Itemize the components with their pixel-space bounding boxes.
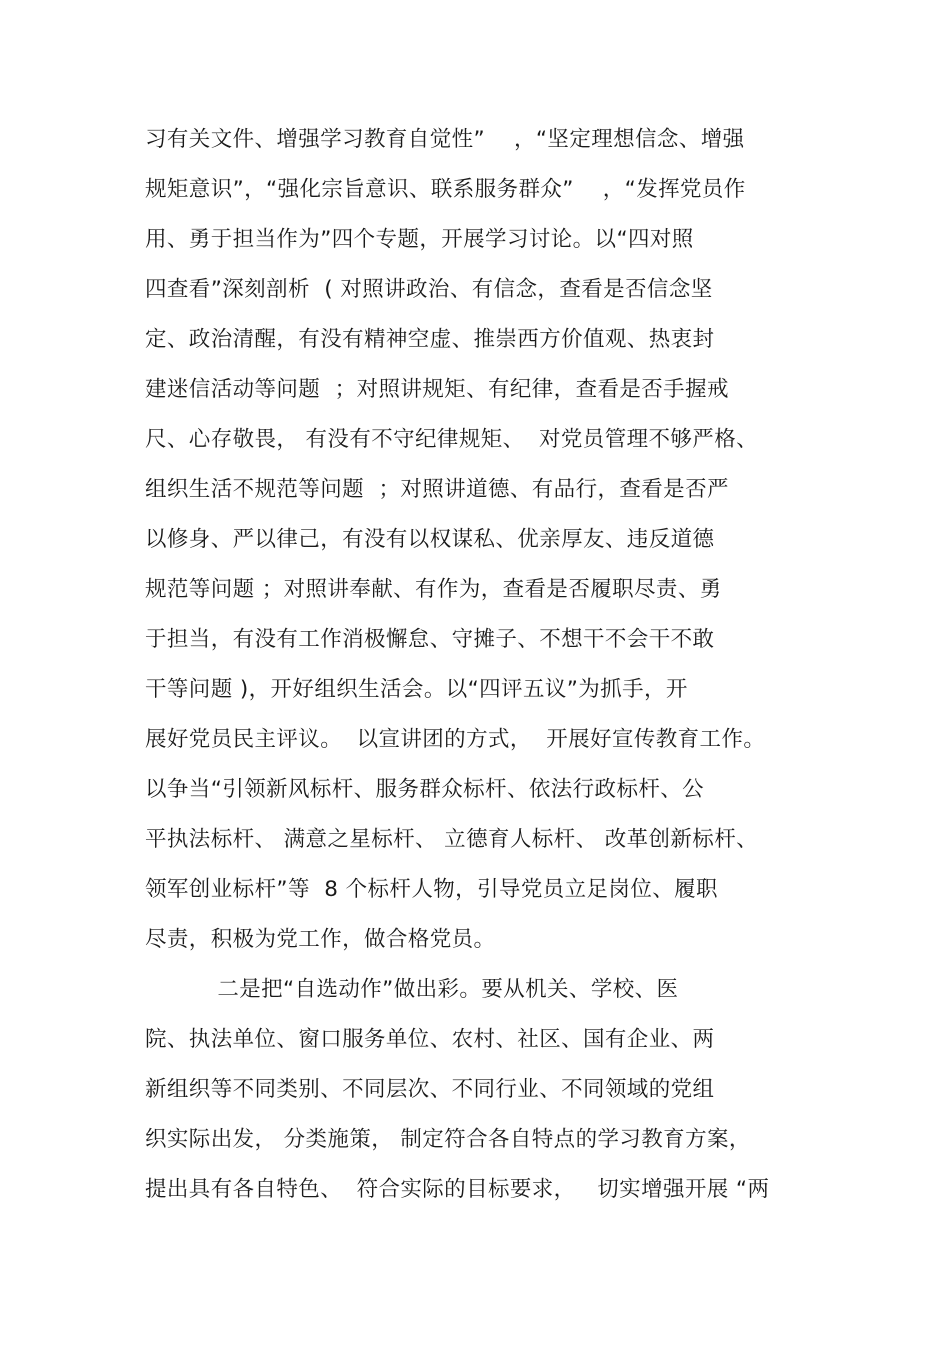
text-line: 于担当，有没有工作消极懈怠、守摊子、不想干不会干不敢 — [145, 627, 715, 652]
text-line: 规范等问题 ；对照讲奉献、有作为，查看是否履职尽责、勇 — [145, 577, 722, 602]
text-line: 平执法标杆、 满意之星标杆、 立德育人标杆、 改革创新标杆、 — [145, 827, 759, 852]
text-line: 尺、心存敬畏， 有没有不守纪律规矩、 对党员管理不够严格、 — [145, 427, 759, 452]
text-line: 以争当“引领新风标杆、服务群众标杆、依法行政标杆、公 — [145, 777, 705, 802]
text-line: 四查看”深刻剖析 ( 对照讲政治、有信念，查看是否信念坚 — [145, 277, 713, 302]
text-line: 定、政治清醒，有没有精神空虚、推崇西方价值观、热衷封 — [145, 327, 715, 352]
text-line: 规矩意识”，“强化宗旨意识、联系服务群众” ，“发挥党员作 — [145, 177, 746, 202]
text-line: 院、执法单位、窗口服务单位、农村、社区、国有企业、两 — [145, 1027, 715, 1052]
text-line: 以修身、严以律己，有没有以权谋私、优亲厚友、违反道德 — [145, 527, 715, 552]
text-line: 二是把“自选动作”做出彩。要从机关、学校、医 — [145, 977, 679, 1002]
text-line: 用、勇于担当作为”四个专题，开展学习讨论。以“四对照 — [145, 227, 694, 252]
text-line: 领军创业标杆”等 8 个标杆人物，引导党员立足岗位、履职 — [145, 877, 718, 902]
body-text — [145, 118, 825, 1218]
text-line: 尽责，积极为党工作，做合格党员。 — [145, 927, 496, 952]
text-line: 建迷信活动等问题 ；对照讲规矩、有纪律，查看是否手握戒 — [145, 377, 729, 402]
text-line: 展好党员民主评议。 以宣讲团的方式， 开展好宣传教育工作。 — [145, 727, 766, 752]
text-line: 习有关文件、增强学习教育自觉性” ，“坚定理想信念、增强 — [145, 127, 745, 152]
text-line: 新组织等不同类别、不同层次、不同行业、不同领域的党组 — [145, 1077, 715, 1102]
text-line: 组织生活不规范等问题 ；对照讲道德、有品行，查看是否严 — [145, 477, 729, 502]
text-line: 织实际出发， 分类施策， 制定符合各自特点的学习教育方案， — [145, 1127, 751, 1152]
text-line: 干等问题 )，开好组织生活会。以“四评五议”为抓手，开 — [145, 677, 688, 702]
text-line: 提出具有各自特色、 符合实际的目标要求， 切实增强开展 “两 — [145, 1177, 770, 1202]
